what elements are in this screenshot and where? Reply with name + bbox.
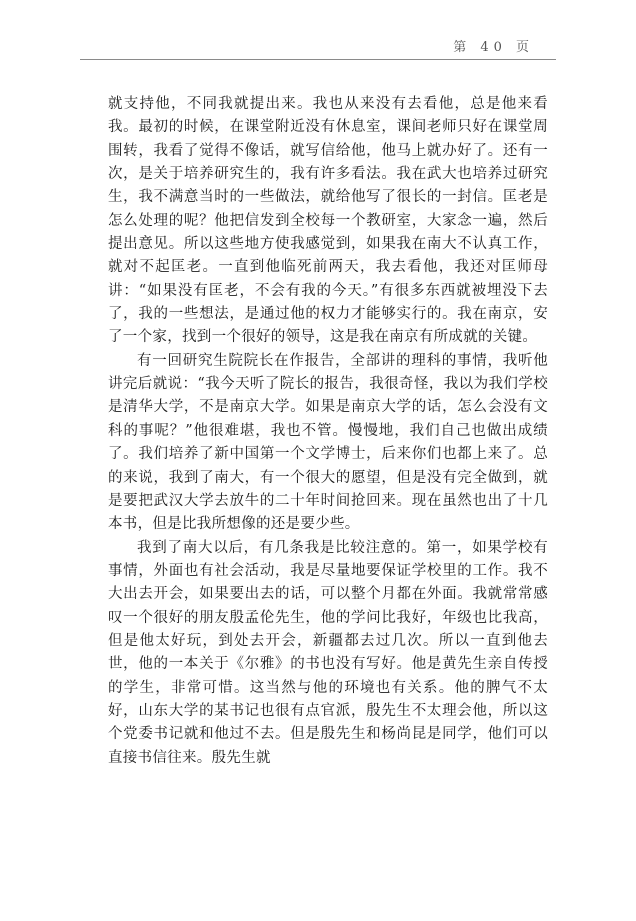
body-text — [108, 93, 548, 770]
header-rule — [80, 59, 556, 60]
paragraph-1: 就支持他，不同我就提出来。我也从来没有去看他，总是他来看我。最初的时候，在课堂附近没有休息室，课间老师只好在课堂周围转，我看了觉得不像话，就写信给他，他马上就办好了。还有一次，是关于培养研究生的，我有许多看法。我在武大也培养过研究生，我不满意当时的一些做法，就给他写了很长的一封信。匡老是怎么处理的呢？他把信发到全校每一个教研室，大家念一遍，然后提出意见。所以这些地方使我感觉到，如果我在南大不认真工作，就对不起匡老。一直到他临死前两天，我去看他，我还对匡师母讲：“如果没有匡老，不会有我的今天。”有很多东西就被埋没下去了，我的一些想法，是通过他的权力才能够实行的。我在南京，安了一个家，找到一个很好的领导，这是我在南京有所成就的关键。 — [108, 96, 548, 346]
paragraph-3: 我到了南大以后，有几条我是比较注意的。第一，如果学校有事情，外面也有社会活动，我是尽量地要保证学校里的工作。我不大出去开会，如果要出去的话，可以整个月都在外面。我就常常感叹一个很好的朋友殷孟伦先生，他的学问比我好，年级也比我高，但是他太好玩，到处去开会，新疆都去过几次。所以一直到他去世，他的一本关于《尔雅》的书也没有写好。他是黄先生亲自传授的学生，非常可惜。这当然与他的环境也有关系。他的脾气不太好，山东大学的某书记也很有点官派，殷先生不太理会他，所以这个党委书记就和他过不去。但是殷先生和杨尚昆是同学，他们可以直接书信往来。殷先生就 — [108, 539, 548, 766]
paragraph-2: 有一回研究生院院长在作报告，全部讲的理科的事情，我听他讲完后就说：“我今天听了院长的报告，我很奇怪，我以为我们学校是清华大学，不是南京大学。如果是南京大学的话，怎么会没有文科的事呢？”他很难堪，我也不管。慢慢地，我们自己也做出成绩了。我们培养了新中国第一个文学博士，后来你们也都上来了。总的来说，我到了南大，有一个很大的愿望，但是没有完全做到，就是要把武汉大学去放牛的二十年时间抢回来。现在虽然也出了十几本书，但是比我所想像的还是要少些。 — [108, 352, 548, 533]
page-header — [80, 30, 556, 60]
page-number: 第 40 页 — [453, 40, 534, 55]
